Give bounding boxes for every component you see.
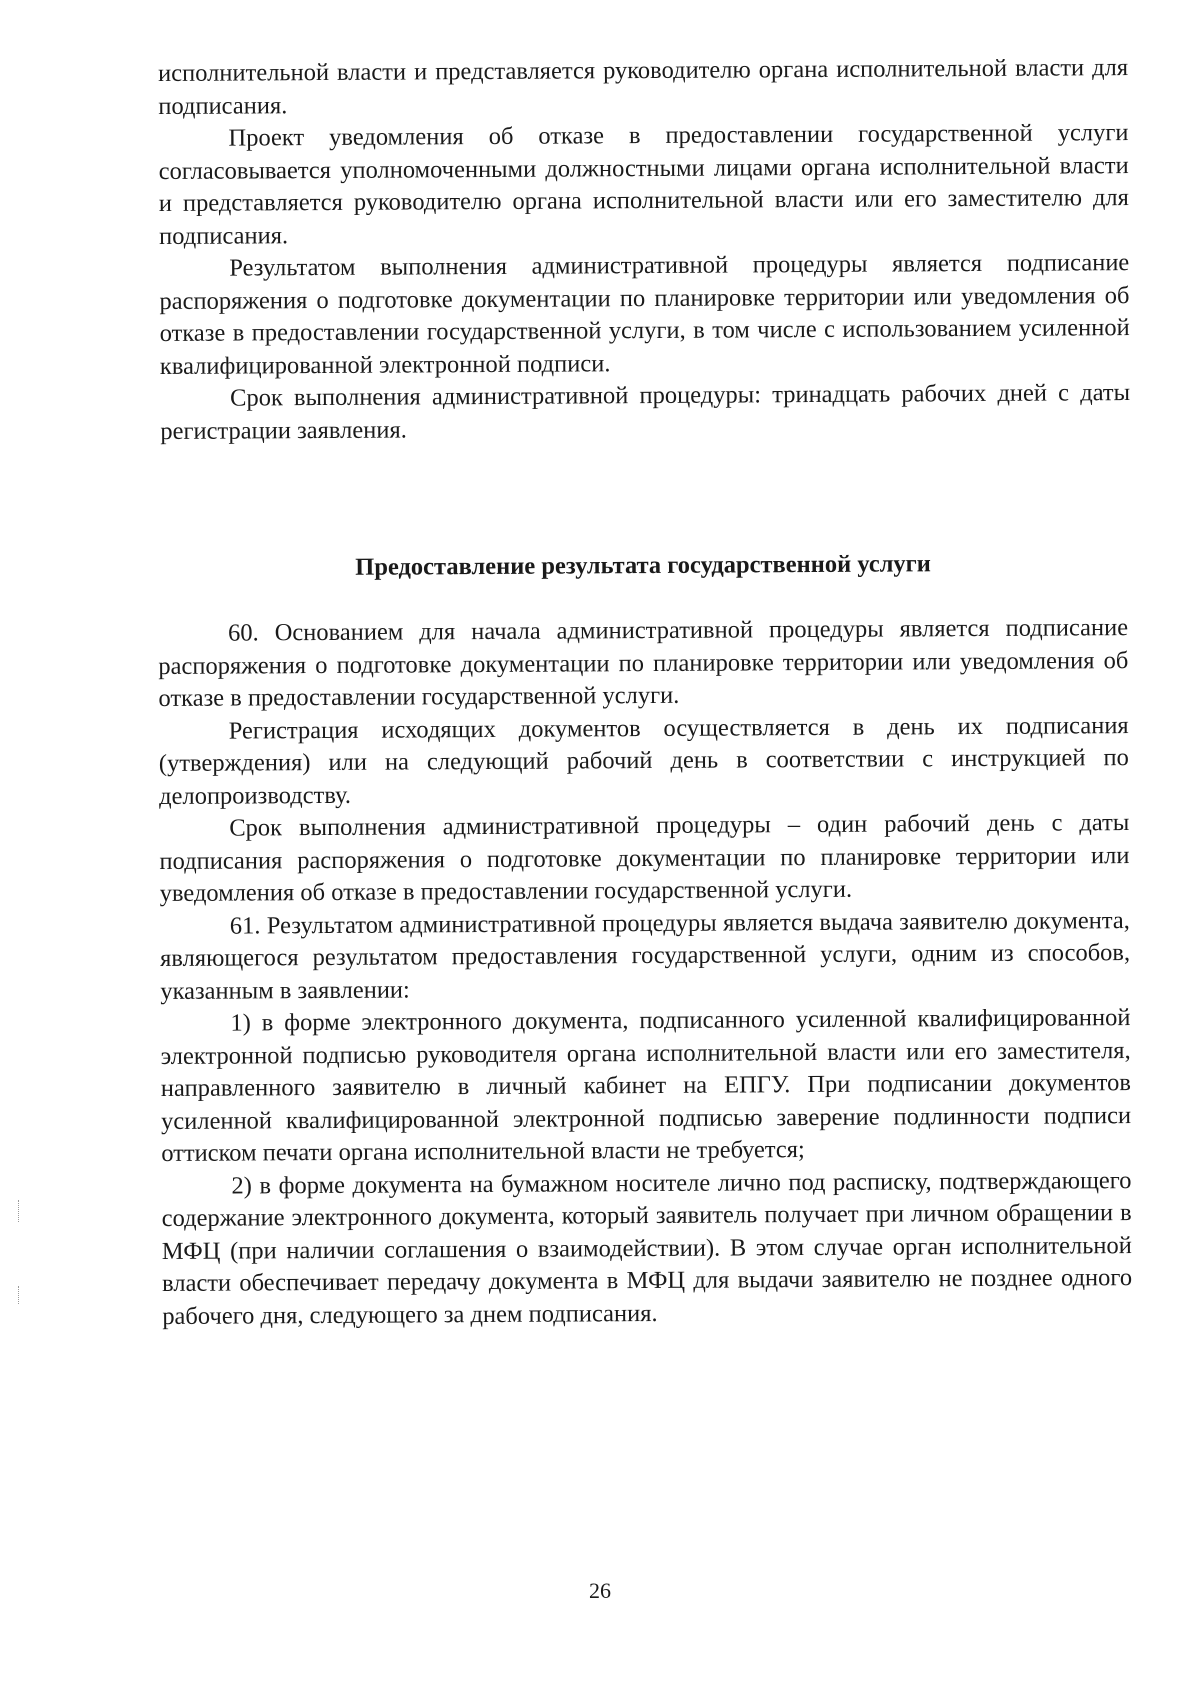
scan-margin-mark <box>18 1200 21 1222</box>
list-item-2: 2) в форме документа на бумажном носителе лично под расписку, подтверждающего содержание электронного документа, который заявитель получает при личном обращении в МФЦ (при наличии соглашения о взаимодействии). В этом случае орган исполнительной власти обеспечивает передачу документа в МФЦ для выдачи заявителю не позднее одного рабочего дня, следующего за днем подписания. <box>161 1166 1133 1330</box>
page-number: 26 <box>589 1578 611 1603</box>
paragraph: Срок выполнения административной процедуры – один рабочий день с даты подписания распоряжения о подготовке документации по планировке территории или уведомления об отказе в предоставлении государственной услуги. <box>159 809 1130 907</box>
paragraph-item-61: 61. Результатом административной процедуры является выдача заявителю документа, являющегося результатом предоставления государственной услуги, одним из способов, указанным в заявлении: <box>159 906 1131 1005</box>
list-item-1: 1) в форме электронного документа, подписанного усиленной квалифицированной электронной подписью руководителя органа исполнительной власти или его заместителя, направленного заявителю в личный кабинет на ЕПГУ. При подписании документов усиленной квалифицированной электронной подписью заверение подлинности подписи оттиском печати органа исполнительной власти не требуется; <box>160 1004 1132 1167</box>
paragraph: Проект уведомления об отказе в предоставлении государственной услуги согласовывается уполномоченными должностными лицами органа исполнительной власти и представляется руководителю органа исполнительной власти или его заместителю для подписания. <box>158 119 1129 250</box>
paragraph: исполнительной власти и представляется руководителю органа исполнительной власти для подписания. <box>158 54 1129 120</box>
paragraph: Результатом выполнения административной процедуры является подписание распоряжения о подготовке документации по планировке территории или уведомления об отказе в предоставлении государственной услуги, в том числе с использованием усиленной квалифицированной электронной подписи. <box>159 249 1130 380</box>
scan-margin-mark <box>18 1286 21 1304</box>
bottom-text-block <box>158 612 1132 1333</box>
paragraph: Регистрация исходящих документов осуществляется в день их подписания (утверждения) или на следующий рабочий день в соответствии с инструкцией по делопроизводству. <box>158 711 1129 810</box>
top-text-block <box>158 52 1130 448</box>
paragraph: Срок выполнения административной процедуры: тринадцать рабочих дней с даты регистрации заявления. <box>160 379 1131 445</box>
section-heading: Предоставление результата государственной услуги <box>355 550 931 581</box>
paragraph-item-60: 60. Основанием для начала административной процедуры является подписание распоряжения о подготовке документации по планировке территории или уведомления об отказе в предоставлении государственной услуги. <box>158 614 1129 712</box>
